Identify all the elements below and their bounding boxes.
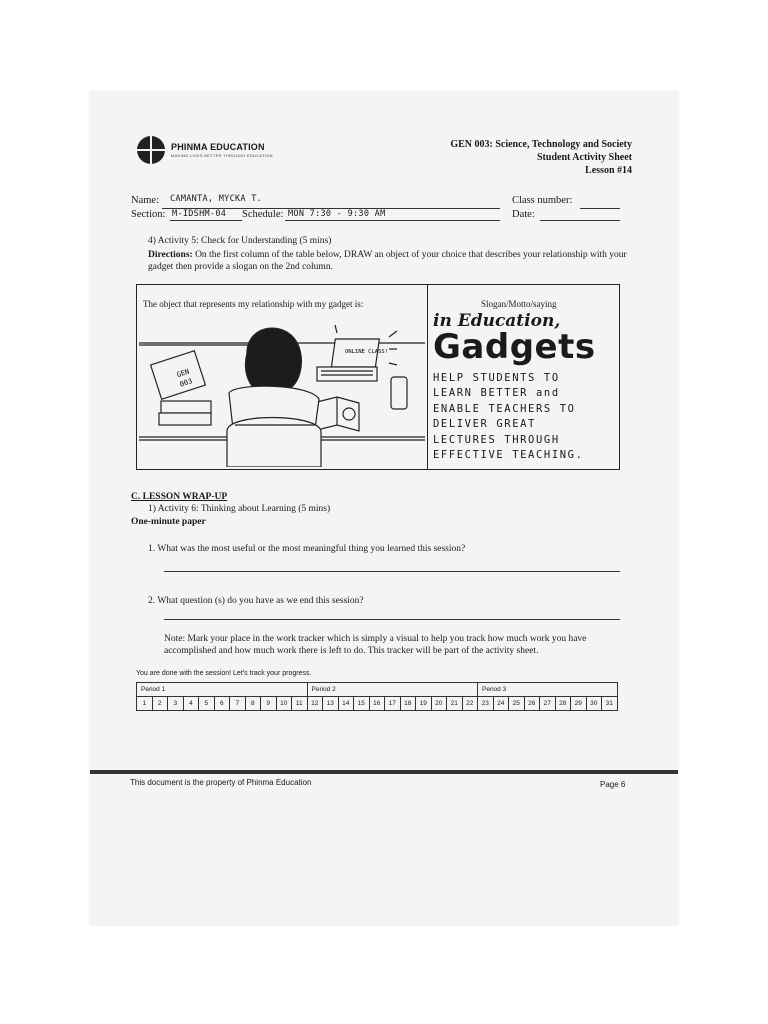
slogan-line1: in Education, xyxy=(433,311,561,331)
tracker-day-cell[interactable]: 1 xyxy=(137,697,153,711)
tracker-day-cell[interactable]: 22 xyxy=(462,697,478,711)
slogan-text-line: LECTURES THROUGH xyxy=(433,433,560,446)
slogan-text-line: LEARN BETTER and xyxy=(433,387,560,400)
tracker-day-cell[interactable]: 17 xyxy=(385,697,401,711)
tracker-day-cell[interactable]: 11 xyxy=(292,697,308,711)
footer-divider xyxy=(90,770,678,774)
slogan-text-line: EFFECTIVE TEACHING. xyxy=(433,449,584,462)
activity-sheet xyxy=(90,92,678,925)
wrapup-subheading: One-minute paper xyxy=(131,517,206,527)
name-label: Name: xyxy=(131,195,159,206)
tracker-day-cell[interactable]: 19 xyxy=(416,697,432,711)
answer-line-1[interactable] xyxy=(164,571,620,572)
section-value[interactable]: M-IDSHM-04 xyxy=(172,209,227,219)
tracker-day-cell[interactable]: 20 xyxy=(431,697,447,711)
question-2: 2. What question (s) do you have as we end this session? xyxy=(148,596,364,606)
table-column-divider xyxy=(427,285,428,469)
directions-label: Directions: xyxy=(148,250,193,260)
gadget-drawing xyxy=(139,313,425,467)
tracker-day-cell[interactable]: 21 xyxy=(447,697,463,711)
logo-name: PHINMA EDUCATION xyxy=(171,142,265,152)
lesson-number: Lesson #14 xyxy=(585,165,632,176)
col2-header: Slogan/Motto/saying xyxy=(481,299,557,309)
tracker-day-cell[interactable]: 10 xyxy=(276,697,292,711)
tracker-day-cell[interactable]: 12 xyxy=(307,697,323,711)
footer-page-number: Page 6 xyxy=(600,780,626,789)
tracker-day-cell[interactable]: 15 xyxy=(354,697,370,711)
tracker-day-cell[interactable]: 24 xyxy=(493,697,509,711)
tracker-day-cell[interactable]: 4 xyxy=(183,697,199,711)
activity6-title: 1) Activity 6: Thinking about Learning (5 mins) xyxy=(148,504,331,514)
book-label-2: 003 xyxy=(178,377,194,389)
tracker-period-2: Period 2 xyxy=(307,683,478,697)
tracker-day-cell[interactable]: 30 xyxy=(586,697,602,711)
slogan-body xyxy=(433,371,584,463)
tracker-day-cell[interactable]: 2 xyxy=(152,697,168,711)
tracker-day-cell[interactable]: 14 xyxy=(338,697,354,711)
course-title: GEN 003: Science, Technology and Society xyxy=(450,139,632,150)
schedule-line xyxy=(285,220,500,221)
logo-tagline: MAKING LIVES BETTER THROUGH EDUCATION xyxy=(171,153,273,158)
schedule-label: Schedule: xyxy=(242,209,284,220)
tracker-day-cell[interactable]: 31 xyxy=(602,697,618,711)
section-line xyxy=(170,220,242,221)
tracker-day-cell[interactable]: 18 xyxy=(400,697,416,711)
tracker-day-cell[interactable]: 9 xyxy=(261,697,277,711)
activity5-table xyxy=(136,284,620,470)
tracker-day-cell[interactable]: 23 xyxy=(478,697,494,711)
date-label: Date: xyxy=(512,209,535,220)
tracker-day-cell[interactable]: 28 xyxy=(555,697,571,711)
work-tracker xyxy=(136,682,618,711)
class-number-line[interactable] xyxy=(580,208,620,209)
course-header xyxy=(450,138,632,177)
class-number-label: Class number: xyxy=(512,195,573,206)
schedule-value[interactable]: MON 7:30 - 9:30 AM xyxy=(288,209,386,219)
laptop-screen-text: ONLINE CLASS! xyxy=(345,349,389,355)
book-label-1: GEN xyxy=(175,367,191,380)
date-line[interactable] xyxy=(540,220,620,221)
answer-line-2[interactable] xyxy=(164,619,620,620)
tracker-day-cell[interactable]: 5 xyxy=(199,697,215,711)
tracker-period-3: Period 3 xyxy=(478,683,618,697)
tracker-day-cell[interactable]: 26 xyxy=(524,697,540,711)
tracker-day-cell[interactable]: 27 xyxy=(540,697,556,711)
question-1: 1. What was the most useful or the most meaningful thing you learned this session? xyxy=(148,544,466,554)
slogan-text-line: ENABLE TEACHERS TO xyxy=(433,402,576,415)
tracker-day-cell[interactable]: 6 xyxy=(214,697,230,711)
tracker-caption: You are done with the session! Let's track your progress. xyxy=(136,670,312,677)
col1-header: The object that represents my relationship with my gadget is: xyxy=(143,299,364,309)
tracker-note: Note: Mark your place in the work tracker which is simply a visual to help you track how much work you have accomplished and how much work there is left to do. This tracker will be part of the activity sheet. xyxy=(164,634,587,656)
tracker-day-cell[interactable]: 25 xyxy=(509,697,525,711)
tracker-day-cell[interactable]: 13 xyxy=(323,697,339,711)
name-value[interactable]: CAMANTA, MYCKA T. xyxy=(170,194,263,204)
slogan-text-line: HELP STUDENTS TO xyxy=(433,372,560,384)
sheet-title: Student Activity Sheet xyxy=(537,152,632,163)
tracker-period-1: Period 1 xyxy=(137,683,308,697)
tracker-day-cell[interactable]: 7 xyxy=(230,697,246,711)
slogan-line2: Gadgets xyxy=(433,327,596,367)
tracker-day-cell[interactable]: 8 xyxy=(245,697,261,711)
tracker-day-cell[interactable]: 3 xyxy=(168,697,184,711)
tracker-day-cell[interactable]: 29 xyxy=(571,697,587,711)
directions-text: On the first column of the table below, DRAW an object of your choice that describes your relationship with your gadget then provide a slogan on the 2nd column. xyxy=(148,250,627,272)
section-label: Section: xyxy=(131,209,166,220)
footer-property: This document is the property of Phinma Education xyxy=(130,778,312,787)
slogan-text-line: DELIVER GREAT xyxy=(433,418,536,431)
phinma-logo-icon xyxy=(137,136,165,164)
activity5-directions xyxy=(148,249,630,273)
tracker-day-cell[interactable]: 16 xyxy=(369,697,385,711)
wrapup-heading: C. LESSON WRAP-UP xyxy=(131,492,228,502)
activity5-title: 4) Activity 5: Check for Understanding (5 mins) xyxy=(148,236,332,246)
